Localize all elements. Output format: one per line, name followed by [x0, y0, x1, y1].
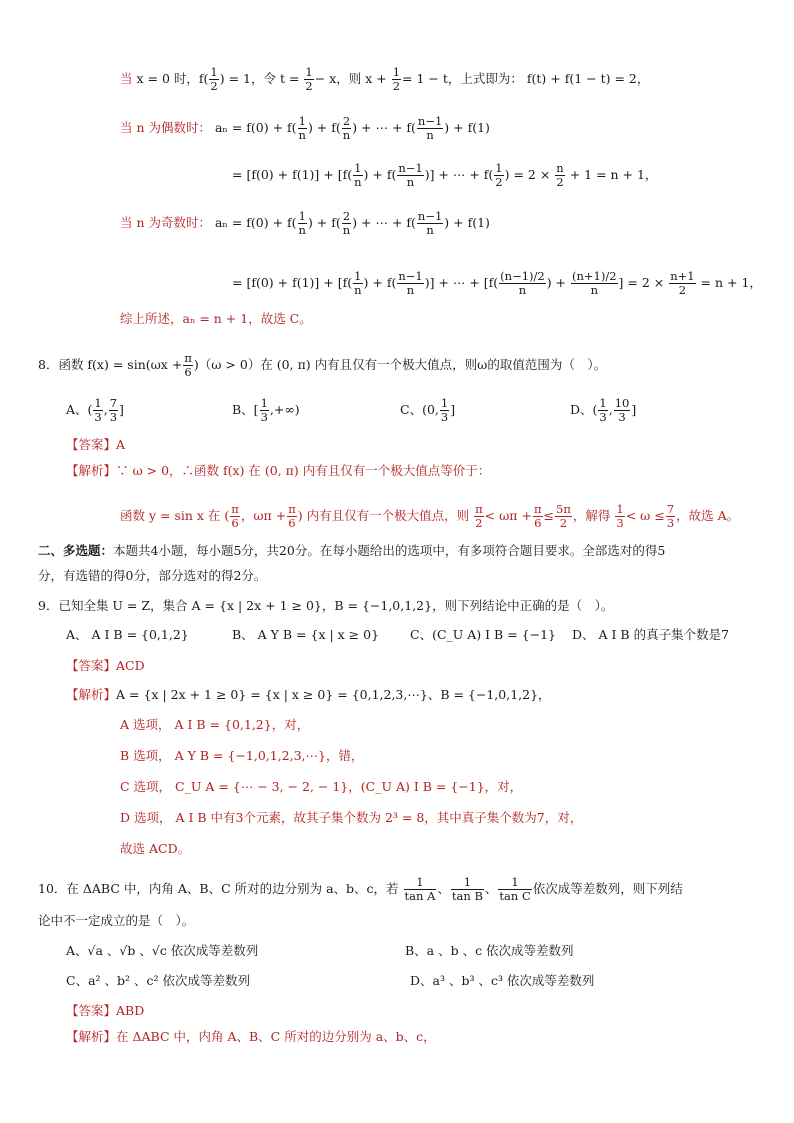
text: A = {x | 2x + 1 ≥ 0} = {x | x ≥ 0} = {0,1,2,3,⋯}、B = {−1,0,1,2}，	[116, 687, 551, 702]
sol7-odd-eq2: = [f(0) + f(1)] + [f( $\frac{1}{n}$ ) + f( $\frac{n-1}{n}$ )] + ⋯ + [f( $\frac{(n-1)/2}{n}$ ) + $\frac{(n+1)/2}{n}$ ] = 2 × $\frac{n+1}{2}$ = n + 1，	[232, 269, 762, 297]
text: 当	[120, 71, 133, 86]
q9-option-b: B、 A Y B = {x | x ≥ 0}	[232, 627, 380, 642]
text: x = 0 时，f(	[136, 71, 209, 86]
text: ≤	[543, 508, 555, 523]
text: 函数 y = sin x 在 (	[120, 508, 230, 523]
sol7-even-eq2: = [f(0) + f(1)] + [f( $\frac{1}{n}$ ) + f( $\frac{n-1}{n}$ )] + ⋯ + f( $\frac{1}{2}$ ) = 2 × $\frac{n}{2}$ + 1 = n + 1，	[232, 161, 658, 189]
q10-stem: 10．在 ΔABC 中，内角 A、B、C 所对的边分别为 a、b、c，若 $\frac{1}{\text{tan A}}$ 、 $\frac{1}{\text{tan B}}$ 、 $\frac{1}{\text{tan C}}$ 依次成等差数列，则下列结	[38, 875, 683, 903]
text: A、(	[66, 402, 93, 417]
section2-line2: 分，有选错的得0分，部分选对的得2分。	[38, 568, 267, 583]
q9-analysis-1	[66, 686, 551, 704]
label: 【答案】	[66, 437, 117, 452]
sol7-line1	[120, 66, 649, 93]
q10-option-c: C、a² 、b² 、c² 依次成等差数列	[66, 973, 250, 988]
text: D、(	[570, 402, 598, 417]
text: ) = 1，令 t =	[219, 71, 300, 86]
q10-option-d: D、a³ 、b³ 、c³ 依次成等差数列	[410, 973, 595, 988]
text: aₙ = f(0) + f(	[214, 120, 297, 135]
q8-answer	[66, 436, 125, 454]
label: 【答案】	[66, 1003, 117, 1018]
label: 【解析】	[66, 1029, 117, 1044]
text: B、[	[232, 402, 259, 417]
q9-option-d: D、 A I B 的真子集个数是7	[572, 627, 730, 642]
label: 【答案】	[66, 658, 117, 673]
text: − x，则 x +	[314, 71, 387, 86]
q9-answer	[66, 657, 145, 675]
sol7-odd: 当 n 为奇数时： aₙ = f(0) + f( $\frac{1}{n}$ ) + f( $\frac{2}{n}$ ) + ⋯ + f( $\frac{n-1}{n}$ ) + f(1)	[120, 209, 490, 237]
fraction-half: $\frac{1}{2}$	[392, 65, 401, 93]
q9-analysis-d: D 选项， A I B 中有3个元素，故其子集个数为 2³ = 8，其中真子集个数为7，对，	[120, 810, 583, 825]
answer-value: A	[116, 437, 126, 452]
answer-value: ACD	[116, 658, 145, 673]
q9-analysis-a: A 选项， A I B = {0,1,2}，对，	[120, 717, 310, 732]
q10-answer	[66, 1002, 144, 1020]
text: = [f(0) + f(1)] + [f(	[232, 167, 353, 182]
sol7-even: 当 n 为偶数时： aₙ = f(0) + f( $\frac{1}{n}$ ) + f( $\frac{2}{n}$ ) + ⋯ + f( $\frac{n-1}{n}$ ) + f(1)	[120, 114, 490, 142]
q9-analysis-b: B 选项， A Y B = {−1,0,1,2,3,⋯}，错，	[120, 748, 364, 763]
q10-analysis-1	[66, 1028, 436, 1046]
text: C、(0,	[400, 402, 439, 417]
text: 本题共4小题，每小题5分，共20分。在每小题给出的选项中，有多项符合题目要求。全部选对的得5	[113, 543, 666, 558]
q8-option-c: C、(0, $\frac{1}{3}$ ]	[400, 396, 456, 424]
q10-option-a: A、√a 、√b 、√c 依次成等差数列	[66, 943, 259, 958]
q8-option-d: D、( $\frac{1}{3}$ , $\frac{10}{3}$ ]	[570, 396, 637, 424]
text: ∵ ω > 0，∴函数 f(x) 在 (0, π) 内有且仅有一个极大值点等价于：	[116, 463, 491, 478]
label: 【解析】	[66, 463, 117, 478]
q10-stem-cont: 论中不一定成立的是（ ）。	[38, 913, 195, 928]
text: ) 内有且仅有一个极大值点，则	[297, 508, 470, 523]
q8-stem: 8．函数 f(x) = sin(ωx + $\frac{\pi}{6}$ )（ω > 0）在 (0, π) 内有且仅有一个极大值点，则ω的取值范围为（ ）。	[38, 351, 607, 379]
text: 在 ΔABC 中，内角 A、B、C 所对的边分别为 a、b、c，	[116, 1029, 436, 1044]
text: ，故选 A。	[676, 508, 740, 523]
label: 【解析】	[66, 687, 117, 702]
fraction-half: $\frac{1}{2}$	[305, 65, 313, 93]
q10-option-b: B、a 、b 、c 依次成等差数列	[405, 943, 574, 958]
fraction-half: $\frac{1}{2}$	[210, 65, 218, 93]
q8-option-b: B、[ $\frac{1}{3}$ ,+∞)	[232, 396, 300, 424]
q9-option-a: A、 A I B = {0,1,2}	[66, 627, 189, 642]
answer-value: ABD	[116, 1003, 145, 1018]
text: )（ω > 0）在 (0, π) 内有且仅有一个极大值点，则ω的取值范围为（ ）。	[193, 357, 607, 372]
q8-analysis-2: 函数 y = sin x 在 ( $\frac{\pi}{6}$ ，ωπ + $\frac{\pi}{6}$ ) 内有且仅有一个极大值点，则 $\frac{\pi}{2}$ < ωπ + $\frac{\pi}{6}$ ≤ $\frac{5\pi}{2}$ ，解得 $\frac{1}{3}$ < ω ≤ $\frac{7}{3}$ ，故选 A。	[120, 502, 740, 530]
q9-final: 故选 ACD。	[120, 841, 191, 856]
q9-analysis-c: C 选项， C_U A = {⋯ − 3, − 2, − 1}，(C_U A) I B = {−1}，对，	[120, 779, 523, 794]
text: = 1 − t，上式即为：	[402, 71, 523, 86]
q8-option-a: A、( $\frac{1}{3}$ , $\frac{7}{3}$ ]	[66, 396, 124, 424]
section-title: 二、多选题：	[38, 543, 114, 558]
text: f(t) + f(1 − t) = 2，	[526, 71, 650, 86]
sol7-summary: 综上所述，aₙ = n + 1，故选 C。	[120, 311, 312, 326]
q8-analysis-1	[66, 462, 490, 480]
q9-stem: 9．已知全集 U = Z，集合 A = {x | 2x + 1 ≥ 0}，B = {−1,0,1,2}，则下列结论中正确的是（ ）。	[38, 598, 614, 613]
text: aₙ = f(0) + f(	[214, 215, 297, 230]
q9-option-c: C、(C_U A) I B = {−1}	[410, 627, 556, 642]
text: 10．在 ΔABC 中，内角 A、B、C 所对的边分别为 a、b、c，若	[38, 881, 399, 896]
text: < ωπ +	[484, 508, 532, 523]
text: 8．函数 f(x) = sin(ωx +	[38, 357, 183, 372]
text: ，解得	[572, 508, 611, 523]
text: < ω ≤	[625, 508, 665, 523]
text: ，ωπ +	[240, 508, 287, 523]
text: 依次成等差数列，则下列结	[532, 881, 683, 896]
text: = [f(0) + f(1)] + [f(	[232, 275, 353, 290]
section2-line1	[38, 542, 665, 560]
label: 当 n 为偶数时：	[120, 120, 211, 135]
label: 当 n 为奇数时：	[120, 215, 211, 230]
